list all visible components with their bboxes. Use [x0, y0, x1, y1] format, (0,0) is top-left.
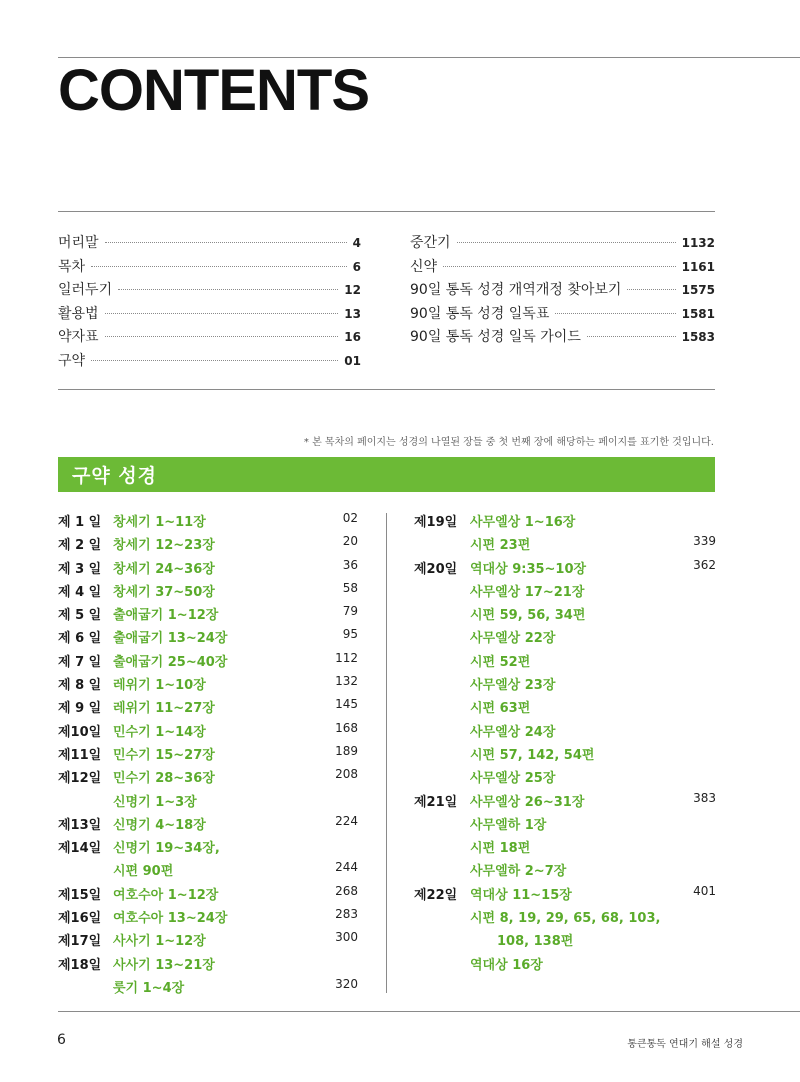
reading-range: 사무엘상 1~16장	[470, 515, 576, 530]
reading-page: 224	[335, 813, 358, 828]
schedule-row	[58, 558, 358, 581]
dot-leader	[443, 266, 676, 267]
toc-entry-page: 1581	[681, 306, 715, 321]
schedule-row	[58, 511, 358, 534]
schedule-row	[58, 604, 358, 627]
reading-range: 108, 138편	[497, 934, 574, 950]
toc-bottom-rule	[58, 389, 715, 390]
schedule-row	[58, 767, 358, 790]
toc-entry-page: 1161	[681, 259, 715, 274]
toc-top-rule	[58, 211, 715, 212]
footer-book-title: 통큰통독 연대기 해설 성경	[627, 1039, 743, 1050]
toc-entry[interactable]	[58, 256, 361, 280]
reading-range: 시편 23편	[470, 538, 531, 554]
day-label: 제16일	[58, 911, 102, 927]
reading-range: 출애굽기 1~12장	[113, 608, 219, 624]
schedule-row	[58, 581, 358, 604]
schedule-row	[414, 954, 716, 977]
reading-range: 역대상 11~15장	[470, 887, 572, 903]
reading-range: 사사기 1~12장	[113, 934, 206, 950]
toc-entry[interactable]	[410, 279, 715, 303]
toc-entry-label: 목차	[58, 258, 86, 275]
schedule-row	[58, 814, 358, 837]
toc-entry-page: 1575	[681, 283, 715, 298]
reading-page: 383	[693, 790, 716, 805]
reading-page: 268	[335, 883, 358, 898]
reading-range: 창세기 1~11장	[113, 515, 206, 530]
schedule-row	[58, 954, 358, 977]
schedule-left-column	[58, 511, 358, 1000]
reading-range: 시편 57, 142, 54편	[470, 747, 595, 763]
schedule-row	[414, 721, 716, 744]
reading-range: 민수기 28~36장	[113, 771, 215, 787]
reading-range: 신명기 19~34장,	[113, 841, 220, 857]
toc-entry-label: 90일 통독 성경 일독 가이드	[410, 329, 581, 346]
section-title: 구약 성경	[72, 465, 158, 487]
toc-entry-page: 01	[344, 353, 361, 368]
schedule-row	[58, 884, 358, 907]
reading-range: 사무엘상 24장	[470, 724, 556, 740]
toc-entry-label: 신약	[410, 258, 438, 275]
schedule-row	[414, 651, 716, 674]
toc-entry[interactable]	[58, 326, 361, 350]
schedule-row	[58, 697, 358, 720]
schedule-row	[58, 744, 358, 767]
toc-entry-page: 16	[344, 330, 361, 345]
day-label: 제12일	[58, 771, 102, 787]
schedule-row	[58, 674, 358, 697]
toc-entry-page: 13	[344, 306, 361, 321]
dot-leader	[91, 360, 338, 361]
reading-page: 95	[342, 627, 358, 642]
reading-range: 신명기 1~3장	[113, 794, 197, 810]
toc-entry[interactable]	[410, 326, 715, 350]
schedule-row	[58, 791, 358, 814]
day-label: 제 8 일	[58, 678, 102, 694]
reading-page: 20	[342, 534, 358, 549]
schedule-row	[58, 860, 358, 883]
dot-leader	[457, 242, 676, 243]
reading-range: 창세기 24~36장	[113, 561, 215, 577]
toc-entry-label: 90일 통독 성경 일독표	[410, 305, 550, 322]
toc-left-column	[58, 232, 361, 374]
schedule-row	[414, 907, 716, 930]
reading-range: 창세기 37~50장	[113, 584, 215, 600]
schedule-row	[414, 674, 716, 697]
reading-page: 58	[342, 580, 358, 595]
reading-page: 112	[335, 650, 358, 665]
dot-leader	[555, 313, 675, 314]
day-label: 제 1 일	[58, 515, 102, 530]
toc-entry-page: 1583	[681, 330, 715, 345]
reading-page: 132	[335, 674, 358, 689]
reading-range: 사사기 13~21장	[113, 957, 215, 973]
schedule-row	[414, 581, 716, 604]
reading-page: 145	[335, 697, 358, 712]
toc-entry[interactable]	[58, 279, 361, 303]
day-label: 제 3 일	[58, 561, 102, 577]
toc-entry-page: 12	[344, 283, 361, 298]
footer-page-number: 6	[57, 1032, 66, 1048]
day-label: 제15일	[58, 887, 102, 903]
toc-entry-page: 1132	[681, 236, 715, 250]
reading-range: 출애굽기 13~24장	[113, 631, 228, 647]
schedule-row	[414, 744, 716, 767]
schedule-row	[58, 651, 358, 674]
reading-page: 362	[693, 557, 716, 572]
toc-entry-label: 중간기	[410, 235, 451, 251]
reading-range: 신명기 4~18장	[113, 817, 206, 833]
toc-entry-label: 약자표	[58, 329, 99, 346]
reading-page: 300	[335, 930, 358, 945]
toc-right-column	[410, 232, 715, 350]
reading-range: 사무엘하 2~7장	[470, 864, 567, 880]
toc-entry[interactable]	[410, 256, 715, 280]
schedule-row	[58, 837, 358, 860]
day-label: 제 2 일	[58, 538, 102, 554]
day-label: 제 5 일	[58, 608, 102, 624]
schedule-row	[58, 977, 358, 1000]
reading-range: 시편 63편	[470, 701, 531, 717]
schedule-row	[414, 697, 716, 720]
schedule-row	[414, 837, 716, 860]
day-label: 제 7 일	[58, 654, 102, 670]
dot-leader	[105, 242, 347, 243]
toc-entry[interactable]	[410, 303, 715, 327]
toc-entry[interactable]	[410, 232, 715, 256]
day-label: 제22일	[414, 887, 458, 903]
day-label: 제17일	[58, 934, 102, 950]
schedule-row	[414, 930, 716, 953]
reading-range: 시편 59, 56, 34편	[470, 608, 586, 624]
reading-range: 여호수아 1~12장	[113, 887, 219, 903]
schedule-row	[58, 907, 358, 930]
reading-page: 168	[335, 720, 358, 735]
schedule-row	[414, 558, 716, 581]
toc-entry-label: 90일 통독 성경 개역개정 찾아보기	[410, 282, 622, 299]
reading-range: 사무엘상 23장	[470, 678, 556, 694]
reading-range: 민수기 1~14장	[113, 724, 206, 740]
reading-page: 320	[335, 976, 358, 991]
toc-entry[interactable]	[58, 350, 361, 374]
dot-leader	[118, 289, 338, 290]
reading-range: 레위기 11~27장	[113, 701, 215, 717]
dot-leader	[105, 336, 339, 337]
reading-range: 사무엘하 1장	[470, 817, 547, 833]
schedule-row	[414, 627, 716, 650]
schedule-row	[414, 860, 716, 883]
reading-range: 시편 18편	[470, 841, 531, 857]
schedule-row	[414, 604, 716, 627]
day-label: 제14일	[58, 841, 102, 857]
page-title: CONTENTS	[58, 58, 369, 123]
reading-page: 244	[335, 860, 358, 875]
footer-rule	[58, 1011, 800, 1012]
reading-range: 여호수아 13~24장	[113, 911, 228, 927]
schedule-row	[58, 721, 358, 744]
reading-page: 36	[342, 557, 358, 572]
day-label: 제 6 일	[58, 631, 102, 647]
reading-range: 레위기 1~10장	[113, 678, 206, 694]
day-label: 제13일	[58, 817, 102, 833]
reading-page: 208	[335, 767, 358, 782]
reading-range: 역대상 9:35~10장	[470, 561, 587, 577]
reading-range: 사무엘상 17~21장	[470, 584, 585, 600]
schedule-row	[414, 511, 716, 534]
schedule-row	[58, 627, 358, 650]
day-label: 제20일	[414, 561, 458, 577]
reading-range: 룻기 1~4장	[113, 980, 185, 996]
toc-entry-label: 일러두기	[58, 282, 113, 299]
day-label: 제10일	[58, 724, 102, 740]
day-label: 제19일	[414, 515, 458, 530]
schedule-row	[414, 884, 716, 907]
page-note: * 본 목차의 페이지는 성경의 나열된 장들 중 첫 번째 장에 해당하는 페이지를 표기한 것입니다.	[303, 437, 714, 448]
toc-entry-page: 4	[352, 236, 361, 250]
column-divider	[386, 513, 387, 993]
dot-leader	[105, 313, 339, 314]
reading-page: 401	[693, 883, 716, 898]
schedule-row	[58, 930, 358, 953]
reading-range: 사무엘상 26~31장	[470, 794, 585, 810]
toc-entry-label: 머리말	[58, 235, 99, 251]
reading-range: 시편 8, 19, 29, 65, 68, 103,	[470, 911, 661, 927]
section-header-bar	[58, 457, 715, 492]
toc-entry-label: 활용법	[58, 305, 99, 322]
day-label: 제18일	[58, 957, 102, 973]
dot-leader	[627, 289, 675, 290]
reading-range: 사무엘상 25장	[470, 771, 556, 787]
reading-range: 시편 52편	[470, 654, 531, 670]
toc-entry-page: 6	[352, 259, 361, 274]
schedule-row	[414, 767, 716, 790]
toc-entry[interactable]	[58, 232, 361, 256]
toc-entry[interactable]	[58, 303, 361, 327]
reading-range: 시편 90편	[113, 864, 174, 880]
schedule-row	[414, 791, 716, 814]
schedule-row	[414, 814, 716, 837]
reading-page: 02	[342, 511, 358, 525]
reading-page: 339	[693, 534, 716, 549]
schedule-row	[58, 534, 358, 557]
dot-leader	[91, 266, 347, 267]
reading-range: 출애굽기 25~40장	[113, 654, 228, 670]
day-label: 제 9 일	[58, 701, 102, 717]
reading-page: 189	[335, 743, 358, 758]
day-label: 제21일	[414, 794, 458, 810]
schedule-row	[414, 534, 716, 557]
dot-leader	[587, 336, 676, 337]
reading-range: 역대상 16장	[470, 957, 543, 973]
reading-range: 창세기 12~23장	[113, 538, 215, 554]
toc-entry-label: 구약	[58, 352, 86, 369]
reading-page: 283	[335, 907, 358, 922]
reading-range: 민수기 15~27장	[113, 747, 215, 763]
day-label: 제 4 일	[58, 584, 102, 600]
reading-page: 79	[342, 604, 358, 619]
schedule-right-column	[414, 511, 716, 977]
reading-range: 사무엘상 22장	[470, 631, 556, 647]
day-label: 제11일	[58, 747, 102, 763]
